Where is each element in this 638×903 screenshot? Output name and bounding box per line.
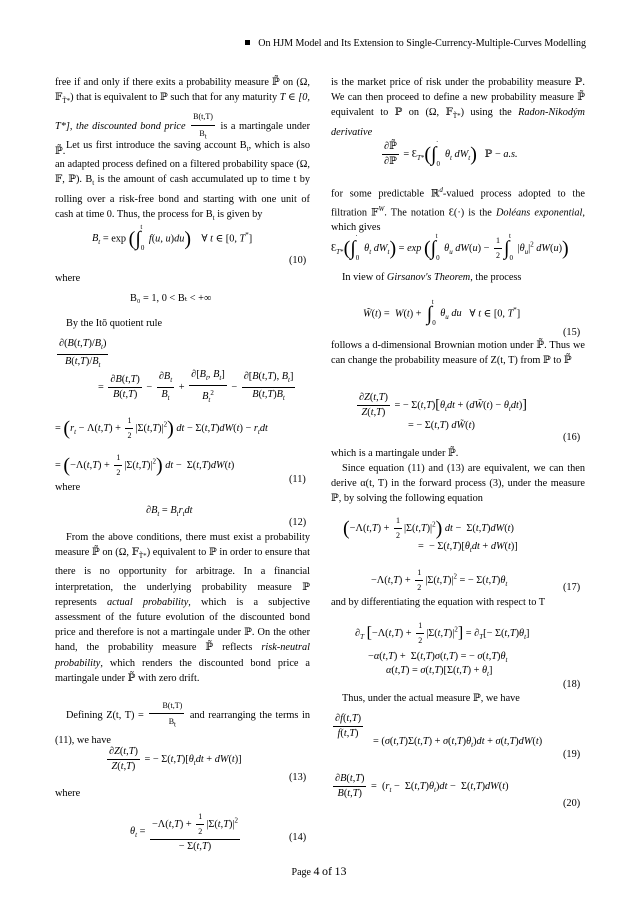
- equation-doleans: $Ɛ_{T*}(\int_0^\cdot$ $\theta_t$ $dW_t) = \exp (\int_0^t$ $\theta_u$ dW(u) − $\frac{1}{2}$ $\int_0^t$ $|\theta_u|^2$ dW(u)): [331, 232, 569, 262]
- equation-16-line-2: = − Σ(t,T) dW̃(t): [408, 420, 475, 431]
- right-para-5: Since equation (11) and (13) are equivalent, we can then derive α(t, T) in the forward process (3), under the measure ℙ, by solving the following equation: [331, 463, 585, 505]
- header-title: On HJM Model and Its Extension to Single-Currency-Multiple-Curves Modelling: [258, 38, 586, 49]
- page-footer: [0, 864, 638, 879]
- where-label-1: where: [55, 273, 81, 284]
- equation-19-number: (19): [563, 749, 581, 760]
- bullet-icon: [245, 40, 250, 45]
- equation-db: $\partial B_t = B_tr_tdt$: [146, 505, 193, 519]
- equation-18-number: (18): [563, 679, 581, 690]
- equation-19-line-2: = $(\sigma(t,T)\Sigma(t,T) + \sigma(t,T)\theta_t)dt + \sigma(t,T)dW(t)$: [373, 736, 543, 750]
- equation-16-line-1: $\frac{\partial Z(t,T)}{Z(t,T)}$ = − $\Sigma(t,T)[\theta_tdt$ + (dW̃(t) − $\theta_tdt$)]: [359, 392, 527, 418]
- equation-17-line-3: −Λ(t,T) + $\frac{1}{2}$ $|\Sigma(t,T)|^2$ = − $\Sigma(t,T)\theta_t$: [371, 568, 508, 592]
- equation-15-number: (15): [563, 327, 581, 338]
- left-para-1: free if and only if there exits a probability measure ℙ̃ on (Ω, 𝔽$_{T̃*}$) that is equivalent to ℙ such that for any maturity T ∈ [0, T*], the discounted bond price $\frac{B(t,T)}{B_t}$ is a martingale under ℙ̃.: [55, 77, 311, 158]
- equation-16-number: (16): [563, 432, 581, 443]
- equation-20: $\frac{\partial B(t,T)}{B(t,T)}$ = $(r_t - \Sigma(t,T)\theta_t)dt - \Sigma(t,T)dW(t)$: [335, 773, 509, 799]
- equation-11-line-2: = $\frac{\partial B(t,T)}{B(t,T)}$ − $\frac{\partial B_t}{B_t}$ + $\frac{\partial[B_t, B_t]}{B_t^2}$ − $\frac{\partial[B(t,T), B_t]}{B(t,T)B_t}$: [98, 369, 294, 405]
- of-label: of: [321, 864, 332, 878]
- where-label-2: where: [55, 482, 81, 493]
- page-label: Page: [291, 867, 311, 878]
- right-para-4: which is a martingale under ℙ̃.: [331, 448, 459, 459]
- right-para-7: Thus, under the actual measure ℙ, we have: [342, 693, 520, 704]
- equation-11-line-4: = (−Λ(t,T) + $\frac{1}{2}$ $|\Sigma(t,T)|^2$) dt − Σ(t,T)dW(t): [55, 453, 235, 477]
- equation-14: $\theta_t$ = −Λ(t,T) + $\frac{1}{2}$ $|\Sigma(t,T)|^2$ − Σ(t,T): [130, 812, 238, 852]
- equation-14-number: (14): [289, 832, 307, 843]
- right-para-3: follows a d-dimensional Brownian motion under ℙ̃. Thus we can change the probability measure of Z(t, T) from ℙ to ℙ̃: [331, 340, 585, 367]
- running-header: [245, 38, 586, 49]
- right-para-6: and by differentiating the equation with respect to T: [331, 597, 546, 608]
- right-para-2: for some predictable ℝ$^d$-valued process adopted to the filtration 𝔽$^W$. The notation Ɛ(·) is the Doléans exponential, which gives: [331, 186, 585, 234]
- page-number: 4: [313, 864, 320, 878]
- equation-11-number: (11): [289, 474, 306, 485]
- equation-19-line-1: $\frac{\partial f(t,T)}{f(t,T)}$: [335, 713, 362, 739]
- equation-13-number: (13): [289, 772, 307, 783]
- girsanov-text: In view of Girsanov's Theorem, the process: [342, 272, 522, 283]
- equation-b0: B₀ = 1, 0 < Bₜ < +∞: [130, 293, 212, 304]
- equation-17-line-2: = − $\Sigma(t,T)[\theta_tdt + dW(t)]$: [418, 541, 518, 555]
- equation-18-line-3: $\alpha(t,T) = \sigma(t,T)[\Sigma(t,T) + \theta_t]$: [386, 665, 493, 679]
- page-total: 13: [334, 864, 347, 878]
- left-para-3: From the above conditions, there must exist a probability measure ℙ̃ on (Ω, 𝔽$_{T̃*}$) equivalent to ℙ in order to ensure that there is no opportunity for arbitrage. In a financial interpretation, the underlying probability measure ℙ represents actual probability, which is a subjective assessment of the future evolution of the discounted bond price and therefore is not a martingale under ℙ. On the other hand, the probability measure ℙ̃ reflects risk-neutral probability, which renders the discounted bond price a martingale under ℙ̃ with zero drift.: [55, 532, 310, 684]
- where-label-3: where: [55, 788, 81, 799]
- equation-10-number: (10): [289, 255, 307, 266]
- equation-11-line-3: = ($r_t - \Lambda(t,T)$ + $\frac{1}{2}$ $|\Sigma(t,T)|^2$) dt − $\Sigma(t,T)dW(t) - r_tdt$: [55, 416, 268, 440]
- equation-13: $\frac{\partial Z(t,T)}{Z(t,T)}$ = − $\Sigma(t,T)[\theta_tdt + dW(t)]$: [109, 746, 242, 772]
- equation-17-line-1: (−Λ(t,T) + $\frac{1}{2}$ $|\Sigma(t,T)|^2$) dt − Σ(t,T)dW(t): [343, 516, 514, 540]
- equation-18-line-1: $\partial_T$ [−Λ(t,T) + $\frac{1}{2}$ $|\Sigma(t,T)|^2] = \partial_T[- \Sigma(t,T)\theta_t]$: [355, 621, 530, 645]
- equation-15: W̃(t) = $W(t) + \int_0^t$ $\theta_u$ du ∀ t ∈ [0, T*]: [363, 298, 521, 328]
- ito-text: By the Itō quotient rule: [66, 318, 163, 329]
- right-para-1: is the market price of risk under the probability measure ℙ. We can then proceed to define a new probability measure ℙ̃ equivalent to ℙ on (Ω, 𝔽$_{T̃*}$) using the Radon-Nikodým derivative: [331, 77, 585, 138]
- equation-11-line-1: $\frac{\partial(B(t,T)/B_t)}{B(t,T)/B_t}$: [59, 338, 107, 370]
- left-para-4: Defining Z(t, T) = $\frac{B(t,T)}{B_t}$ and rearranging the terms in (11), we have: [55, 698, 310, 748]
- equation-20-number: (20): [563, 798, 581, 809]
- equation-radon-nikodym: $\frac{\text{∂ℙ̃}}{\text{∂ℙ}}$ = $Ɛ_{T*}(\int_0^\cdot$ $\theta_t$ $dW_t$) ℙ − a.s.: [384, 138, 518, 168]
- equation-12-number: (12): [289, 517, 307, 528]
- left-para-2: Let us first introduce the saving account $B_t$, which is also an adapted process defined on a filtered probability space (Ω, 𝔽, ℙ). $B_t$ is the amount of cash accumulated up to time t by rolling over a risk-free bond and starting with one unit of cash at time 0. Thus, the process for $B_t$ is given by: [55, 140, 310, 222]
- equation-17-number: (17): [563, 582, 581, 593]
- equation-10: $B_t = \exp (\int_0^t$ f(u, u)du) ∀ t ∈ [0, T*]: [92, 223, 253, 253]
- equation-18-line-2: −α(t,T) + Σ(t,T)σ(t,T) = − $\sigma(t,T)\theta_t$: [368, 651, 508, 665]
